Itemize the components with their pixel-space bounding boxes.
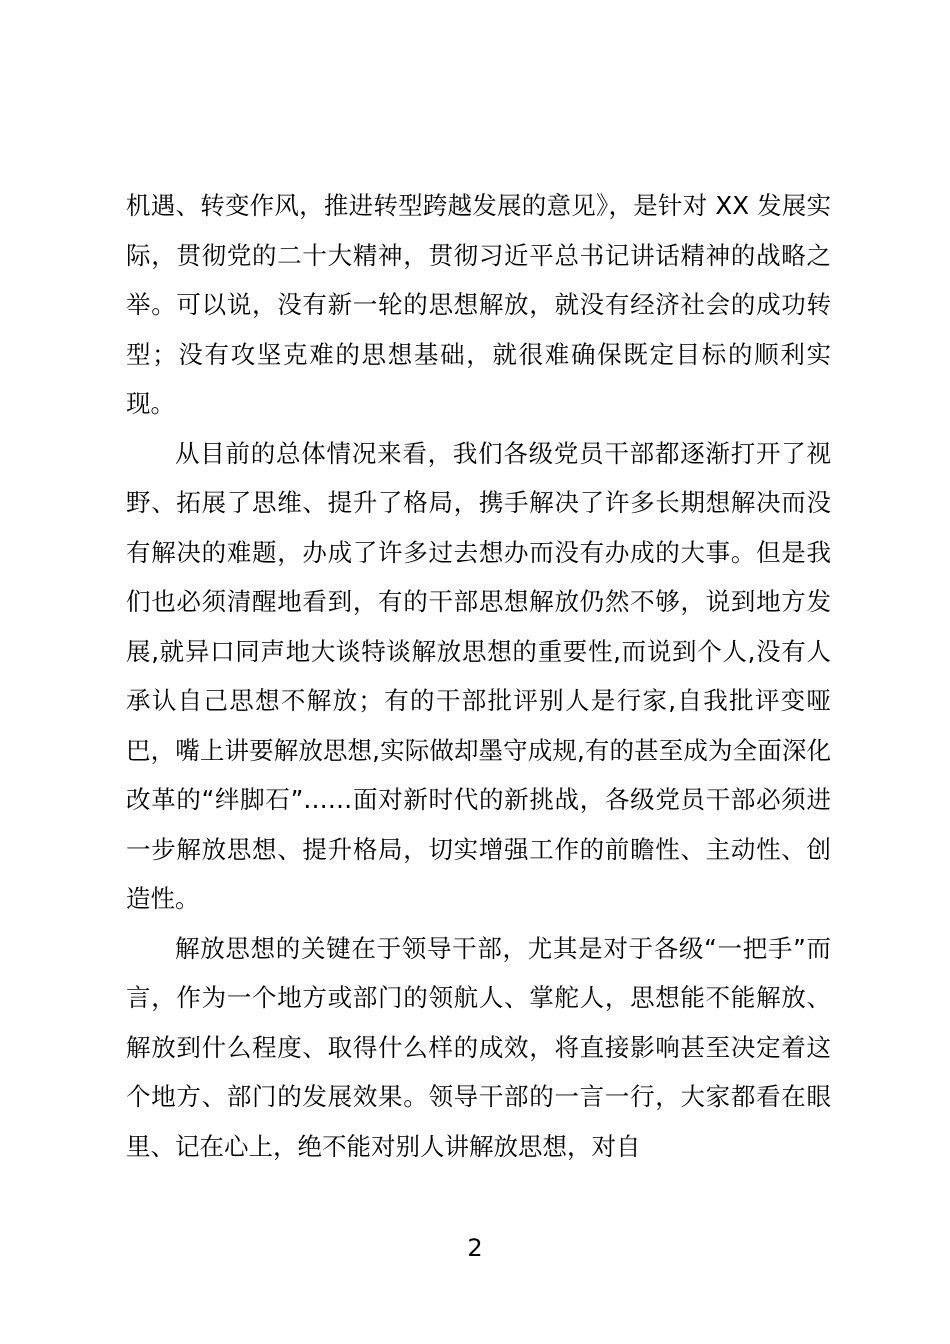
paragraph-2: 从目前的总体情况来看，我们各级党员干部都逐渐打开了视野、拓展了思维、提升了格局，携手解决了许多长期想解决而没有解决的难题，办成了许多过去想办而没有办成的大事。但是我们也必须清醒地看到，有的干部思想解放仍然不够，说到地方发展,就异口同声地大谈特谈解放思想的重要性,而说到个人,没有人承认自己思想不解放；有的干部批评别人是行家,自我批评变哑巴，嘴上讲要解放思想,实际做却墨守成规,有的甚至成为全面深化改革的“绊脚石”……面对新时代的新挑战，各级党员干部必须进一步解放思想、提升格局，切实增强工作的前瞻性、主动性、创造性。 [126,438,831,913]
paragraph-1: 机遇、转变作风，推进转型跨越发展的意见》，是针对 XX 发展实际，贯彻党的二十大精神，贯彻习近平总书记讲话精神的战略之举。可以说，没有新一轮的思想解放，就没有经济社会的成功转型；没有攻坚克难的思想基础，就很难确保既定目标的顺利实现。 [126,191,831,418]
body-text [126,181,831,1171]
paragraph-3: 解放思想的关键在于领导干部，尤其是对于各级“一把手”而言，作为一个地方或部门的领航人、掌舵人，思想能不能解放、解放到什么程度、取得什么样的成效，将直接影响甚至决定着这个地方、部门的发展效果。领导干部的一言一行，大家都看在眼里、记在心上，绝不能对别人讲解放思想，对自 [126,933,831,1161]
page-number: 2 [467,1234,483,1262]
